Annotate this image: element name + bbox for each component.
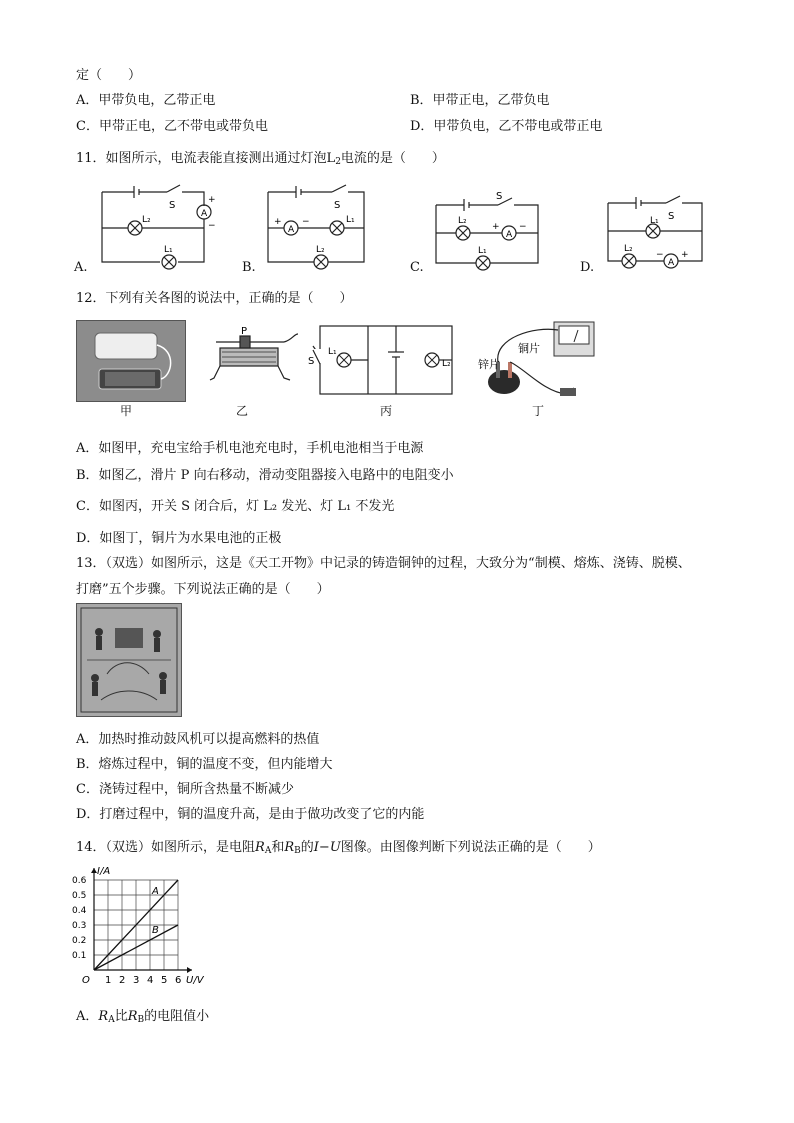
q11-d-plus-label: +: [681, 250, 689, 260]
q11-circuit-a-diagram: [72, 180, 222, 280]
q11-a-lamp-top-label: L₂: [142, 215, 151, 225]
q11-bulb-symbol: L: [326, 151, 336, 166]
q11-c-lamp-top-label: L₂: [458, 216, 467, 226]
x-tick-label: 5: [161, 975, 168, 986]
q14-stem-b: 的: [300, 840, 314, 855]
q11-c-plus-label: +: [492, 222, 500, 232]
q12-figure-yi-rheostat: [200, 326, 300, 396]
y-tick-label: 0.1: [72, 951, 87, 961]
q12-figure-bing-circuit: [308, 322, 468, 402]
q11-d-minus-label: −: [656, 250, 664, 260]
q11-c-ammeter-label: A: [506, 230, 513, 240]
q11-c-minus-label: −: [519, 222, 527, 232]
q13-option-c: C．浇铸过程中，铜所含热量不断减少: [76, 782, 294, 797]
q11-a-plus-label: +: [208, 195, 216, 205]
q10-option-a: A．甲带负电，乙带正电: [76, 93, 216, 108]
q11-b-ammeter-label: A: [288, 225, 295, 235]
q12-figure-ding-fruit-battery: [474, 318, 602, 404]
x-axis-arrow: [187, 967, 192, 973]
q14-option-a-rb-sub: B: [137, 1015, 145, 1025]
q11-b-lamp-top-label: L₁: [346, 215, 355, 225]
x-tick-label: 6: [175, 975, 182, 986]
q12-bing-l2-label: L₂: [442, 359, 451, 369]
q11-bulb-subscript: 2: [335, 157, 341, 167]
q12-bing-l1-label: L₁: [328, 347, 337, 357]
y-tick-label: 0.3: [72, 921, 87, 931]
q11-b-minus-label: −: [302, 217, 310, 227]
q10-option-c: C．甲带正电，乙不带电或带负电: [76, 119, 268, 134]
q12-ding-zinc-label: 锌片: [478, 358, 500, 371]
q12-option-c: C．如图丙，开关 S 闭合后，灯 L₂ 发光、灯 L₁ 不发光: [76, 499, 395, 514]
q12-caption-ding: 丁: [532, 404, 545, 418]
x-tick-label: 1: [105, 975, 112, 986]
y-tick-label: 0.5: [72, 891, 87, 901]
q14-ra-subscript: A: [264, 846, 272, 856]
q14-option-a-rb: R: [127, 1009, 138, 1024]
q12-option-d: D．如图丁，铜片为水果电池的正极: [76, 531, 282, 546]
q12-caption-yi: 乙: [236, 404, 249, 418]
y-axis-label: I/A: [97, 866, 111, 877]
q13-option-a: A．加热时推动鼓风机可以提高燃料的热值: [76, 732, 320, 747]
q12-figure-jia-photo: [76, 320, 186, 402]
q11-circuit-d-option: D.: [580, 260, 595, 275]
x-tick-label: 2: [119, 975, 126, 986]
q12-option-a: A．如图甲，充电宝给手机电池充电时，手机电池相当于电源: [76, 441, 424, 456]
q11-circuit-c-option: C.: [410, 260, 424, 275]
q11-d-lamp-top-label: L₁: [650, 216, 659, 226]
q14-stem-c: 图像。由图像判断下列说法正确的是（ ）: [340, 840, 601, 855]
series-label-B: B: [152, 925, 159, 936]
q14-iu-symbol: I−U: [313, 840, 341, 855]
q12-bing-switch-label: S: [308, 356, 315, 367]
q12-ding-copper-label: 铜片: [518, 342, 540, 355]
q11-d-ammeter-label: A: [668, 258, 675, 268]
q14-option-a: [76, 1005, 209, 1025]
q11-c-switch-label: S: [496, 191, 503, 202]
q14-ra-symbol: R: [255, 840, 265, 855]
q11-b-switch-label: S: [334, 200, 341, 211]
q12-stem: 12．下列有关各图的说法中，正确的是（ ）: [76, 291, 353, 306]
q14-rb-subscript: B: [294, 846, 301, 856]
y-tick-label: 0.6: [72, 876, 87, 886]
y-tick-label: 0.4: [72, 906, 87, 916]
q13-stem-line2: 打磨”五个步骤。下列说法正确的是（ ）: [76, 582, 330, 597]
q13-option-b: B．熔炼过程中，铜的温度不变，但内能增大: [76, 757, 333, 772]
q11-circuit-b: [240, 180, 390, 284]
x-tick-label: 3: [133, 975, 140, 986]
q11-a-minus-label: −: [208, 221, 216, 231]
q11-circuit-c: [408, 185, 558, 284]
q11-circuit-c-diagram: [408, 185, 558, 280]
q11-stem-a: 11．如图所示，电流表能直接测出通过灯泡: [76, 151, 327, 166]
origin-label: O: [82, 975, 90, 986]
x-tick-label: 4: [147, 975, 154, 986]
q11-b-lamp-bottom-label: L₂: [316, 245, 325, 255]
x-axis-label: U/V: [186, 975, 204, 986]
q12-option-b: B．如图乙，滑片 P 向右移动，滑动变阻器接入电路中的电阻变小: [76, 468, 454, 483]
q11-circuit-b-option: B.: [242, 260, 256, 275]
q14-stem-a: 14．（双选）如图所示，是电阻: [76, 840, 256, 855]
q14-option-a-ra-sub: A: [108, 1015, 115, 1025]
series-label-A: A: [152, 886, 159, 897]
q11-a-ammeter-label: A: [201, 209, 208, 219]
q11-d-lamp-bottom-label: L₂: [624, 244, 633, 254]
q14-stem: [76, 836, 601, 856]
q13-option-d: D．打磨过程中，铜的温度升高，是由于做功改变了它的内能: [76, 807, 425, 822]
q12-caption-jia: 甲: [120, 404, 133, 418]
q11-circuit-d-diagram: [578, 185, 728, 280]
q11-a-switch-label: S: [169, 200, 176, 211]
q11-stem-b: 电流的是（ ）: [340, 151, 445, 166]
q12-caption-bing: 丙: [380, 404, 393, 418]
q11-a-lamp-bottom-label: L₁: [164, 245, 173, 255]
q13-bronze-casting-picture: [77, 604, 181, 716]
q14-option-a-prefix: A．: [76, 1009, 99, 1024]
q11-b-plus-label: +: [274, 217, 282, 227]
q10-stem-tail: 定（ ）: [76, 68, 142, 83]
q11-circuit-b-diagram: [240, 180, 390, 280]
q14-option-a-ra: R: [98, 1009, 109, 1024]
q12-yi-slider-label: P: [241, 326, 248, 337]
q12-powerbank-phone-illustration: [77, 321, 185, 401]
q11-c-lamp-bottom-label: L₁: [478, 246, 487, 256]
q14-option-a-mid: 比: [114, 1009, 128, 1024]
q11-stem: [76, 147, 445, 167]
q11-circuit-a: [72, 180, 222, 284]
q11-circuit-d: [578, 185, 728, 284]
q10-option-d: D．甲带负电，乙不带电或带正电: [410, 119, 603, 134]
y-tick-label: 0.2: [72, 936, 87, 946]
q13-stem-line1: 13．（双选）如图所示，这是《天工开物》中记录的铸造铜钟的过程，大致分为“制模、熔炼、浇铸、脱模、: [76, 556, 691, 571]
q14-stem-and: 和: [271, 840, 285, 855]
q11-d-switch-label: S: [668, 211, 675, 222]
q14-iu-chart: [72, 864, 212, 996]
q11-circuit-a-option: A.: [74, 260, 88, 275]
q13-tiangong-kaiwu-illustration: [76, 603, 182, 717]
q10-option-b: B．甲带正电，乙带负电: [410, 93, 550, 108]
q14-rb-symbol: R: [284, 840, 295, 855]
q14-option-a-tail: 的电阻值小: [144, 1009, 210, 1024]
